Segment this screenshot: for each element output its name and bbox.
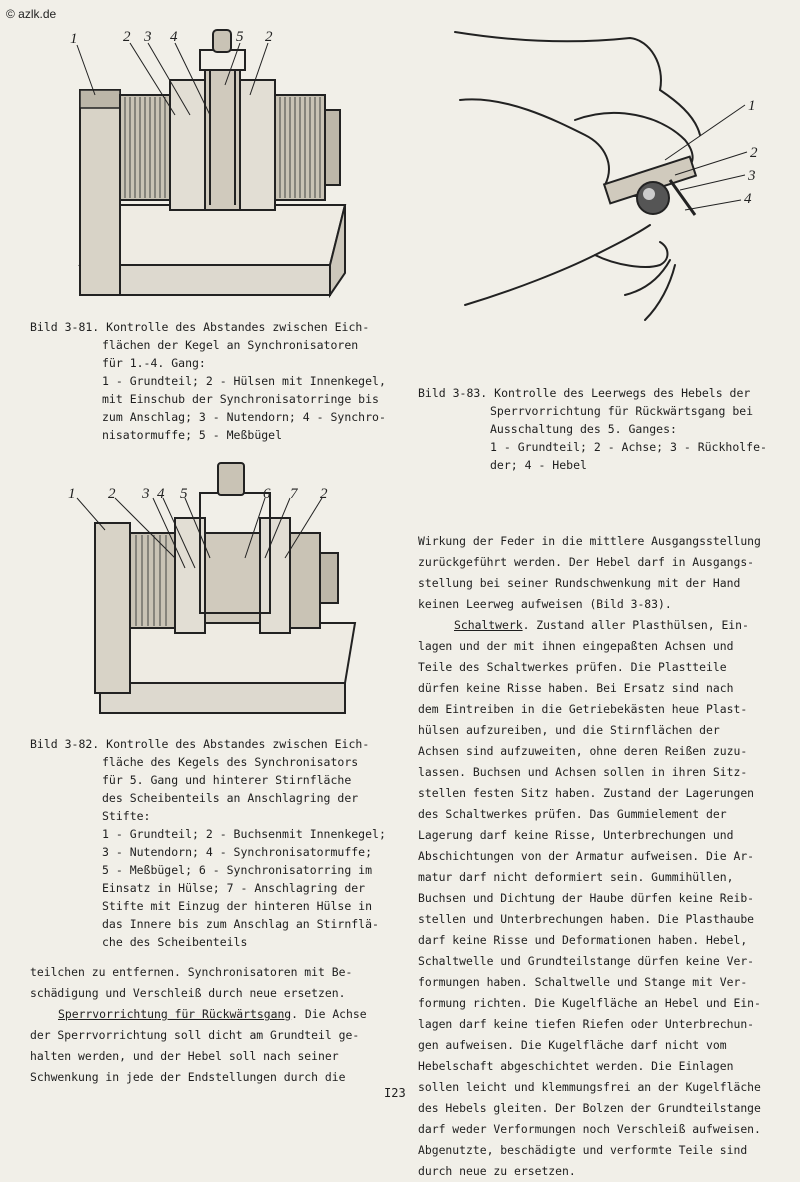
caption-line: der; 4 - Hebel: [490, 458, 587, 472]
text-line: des Hebels gleiten. Der Bolzen der Grundteilstange: [418, 1101, 761, 1115]
caption-line: für 5. Gang und hinterer Stirnfläche: [102, 773, 352, 787]
text-line: Abgenutzte, beschädigte und verformte Teile sind: [418, 1143, 748, 1157]
text-line: lagen und der mit ihnen eingepaßten Achsen und: [418, 639, 734, 653]
text-line: lassen. Buchsen und Achsen sollen in ihren Sitz-: [418, 765, 748, 779]
callout-fig82-1: 1: [68, 486, 76, 502]
figure-3-81: [60, 25, 360, 310]
text-line: Wirkung der Feder in die mittlere Ausgangsstellung: [418, 534, 761, 548]
text-line: Schaltwelle und Grundteilstange dürfen keine Ver-: [418, 954, 755, 968]
section-heading-schaltwerk: Schaltwerk: [454, 618, 523, 632]
caption-line: des Scheibenteils an Anschlagring der: [102, 791, 359, 805]
callout-fig82-2: 2: [108, 486, 116, 502]
caption-line: 1 - Grundteil; 2 - Achse; 3 - Rückholfe-: [490, 440, 767, 454]
caption-line: Sperrvorrichtung für Rückwärtsgang bei: [490, 404, 754, 418]
text-line: stellen und Unterbrechungen haben. Die Plasthaube: [418, 912, 755, 926]
text-line: Hebelschaft abgeschichtet werden. Die Einlagen: [418, 1059, 734, 1073]
caption-line: flächen der Kegel an Synchronisatoren: [102, 338, 359, 352]
callout-fig82-4: 4: [157, 486, 165, 502]
callout-fig81-5: 5: [236, 29, 244, 45]
callout-fig83-2: 2: [750, 145, 758, 161]
caption-3-81-head: Bild 3-81. Kontrolle des Abstandes zwischen Eich-: [30, 320, 370, 334]
text-line: formung richten. Die Kugelfläche an Hebel und Ein-: [418, 996, 761, 1010]
text-line: Lagerung darf keine Risse, Unterbrechungen und: [418, 828, 734, 842]
callout-fig81-1: 1: [70, 31, 78, 47]
caption-line: 3 - Nutendorn; 4 - Synchronisatormuffe;: [102, 845, 373, 859]
caption-line: Einsatz in Hülse; 7 - Anschlagring der: [102, 881, 366, 895]
figure-3-83: [445, 20, 795, 340]
callout-fig82-6: 6: [263, 486, 271, 502]
text-line: [418, 615, 796, 636]
caption-line: das Innere bis zum Anschlag an Stirnflä-: [102, 917, 379, 931]
figure-3-82: [60, 458, 360, 728]
text-line: schädigung und Verschleiß durch neue ersetzen.: [30, 986, 346, 1000]
callout-fig82-2b: 2: [320, 486, 328, 502]
heading-continuation: . Zustand aller Plasthülsen, Ein-: [522, 618, 749, 632]
text-line: des Schaltwerkes prüfen. Das Gummielement der: [418, 807, 727, 821]
caption-line: mit Einschub der Synchronisatorringe bis: [102, 392, 379, 406]
caption-line: Stifte:: [102, 809, 151, 823]
text-line: Achsen sind aufzuweiten, ohne deren Reißen zuzu-: [418, 744, 748, 758]
text-line: formungen haben. Schaltwelle und Stange mit Ver-: [418, 975, 748, 989]
watermark: © azlk.de: [6, 7, 57, 21]
caption-line: 5 - Meßbügel; 6 - Synchronisatorring im: [102, 863, 373, 877]
caption-line: zum Anschlag; 3 - Nutendorn; 4 - Synchro-: [102, 410, 386, 424]
left-column-text: [30, 962, 405, 1088]
caption-3-81: [30, 318, 400, 444]
callout-fig83-1: 1: [748, 98, 756, 114]
caption-line: 1 - Grundteil; 2 - Buchsenmit Innenkegel;: [102, 827, 386, 841]
caption-line: Ausschaltung des 5. Ganges:: [490, 422, 677, 436]
caption-3-83: [418, 384, 793, 474]
text-line: hülsen aufzureiben, und die Stirnflächen der: [418, 723, 720, 737]
text-line: keinen Leerweg aufweisen (Bild 3-83).: [418, 597, 672, 611]
callout-fig81-2b: 2: [265, 29, 273, 45]
caption-line: Stifte mit Einzug der hinteren Hülse in: [102, 899, 373, 913]
text-line: Schwenkung in jede der Endstellungen durch die: [30, 1070, 346, 1084]
text-line: halten werden, und der Hebel soll nach seiner: [30, 1049, 339, 1063]
text-line: matur darf nicht deformiert sein. Gummihüllen,: [418, 870, 734, 884]
text-line: der Sperrvorrichtung soll dicht am Grundteil ge-: [30, 1028, 360, 1042]
section-heading-sperrvorrichtung: Sperrvorrichtung für Rückwärtsgang: [58, 1007, 292, 1021]
caption-3-82-head: Bild 3-82. Kontrolle des Abstandes zwischen Eich-: [30, 737, 370, 751]
text-line: stellung bei seiner Rundschwenkung mit der Hand: [418, 576, 741, 590]
callout-fig82-5: 5: [180, 486, 188, 502]
heading-continuation: . Die Achse: [291, 1007, 367, 1021]
caption-line: für 1.-4. Gang:: [102, 356, 206, 370]
text-line: darf keine Risse und Deformationen haben. Hebel,: [418, 933, 748, 947]
callout-fig83-4: 4: [744, 191, 752, 207]
caption-line: fläche des Kegels des Synchronisators: [102, 755, 359, 769]
callout-fig81-4: 4: [170, 29, 178, 45]
callout-fig83-3: 3: [748, 168, 756, 184]
caption-3-83-head: Bild 3-83. Kontrolle des Leerwegs des Hebels der: [418, 386, 751, 400]
caption-3-83-body: [418, 402, 793, 474]
text-line: Abschichtungen von der Armatur aufweisen. Die Ar-: [418, 849, 755, 863]
figure-3-81-drawing: [60, 25, 360, 310]
callout-fig82-3: 3: [142, 486, 150, 502]
text-line: Teile des Schaltwerkes prüfen. Die Plastteile: [418, 660, 727, 674]
figure-3-83-drawing: [445, 20, 795, 340]
text-line: sollen leicht und klemmungsfrei an der Kugelfläche: [418, 1080, 761, 1094]
callout-fig81-3: 3: [144, 29, 152, 45]
page-number: I23: [384, 1086, 406, 1100]
callout-fig81-2: 2: [123, 29, 131, 45]
caption-line: 1 - Grundteil; 2 - Hülsen mit Innenkegel,: [102, 374, 386, 388]
text-line: stellen festen Sitz haben. Zustand der Lagerungen: [418, 786, 755, 800]
text-line: [30, 1004, 405, 1025]
caption-3-82-body: [30, 753, 400, 951]
text-line: darf weder Verformungen noch Verschleiß aufweisen.: [418, 1122, 761, 1136]
text-line: gen aufweisen. Die Kugelfläche darf nicht vom: [418, 1038, 727, 1052]
text-line: teilchen zu entfernen. Synchronisatoren mit Be-: [30, 965, 353, 979]
right-column-text: [418, 531, 796, 1182]
text-line: durch neue zu ersetzen.: [418, 1164, 576, 1178]
callout-fig82-7: 7: [290, 486, 298, 502]
figure-3-82-drawing: [60, 458, 360, 728]
text-line: dürfen keine Risse haben. Bei Ersatz sind nach: [418, 681, 734, 695]
caption-3-81-body: [30, 336, 400, 444]
caption-line: che des Scheibenteils: [102, 935, 248, 949]
text-line: dem Eintreiben in die Getriebekästen heue Plast-: [418, 702, 748, 716]
caption-line: nisatormuffe; 5 - Meßbügel: [102, 428, 283, 442]
text-line: lagen darf keine tiefen Riefen oder Unterbrechun-: [418, 1017, 755, 1031]
caption-3-82: [30, 735, 400, 951]
text-line: Buchsen und Dichtung der Haube dürfen keine Reib-: [418, 891, 755, 905]
text-line: zurückgeführt werden. Der Hebel darf in Ausgangs-: [418, 555, 755, 569]
